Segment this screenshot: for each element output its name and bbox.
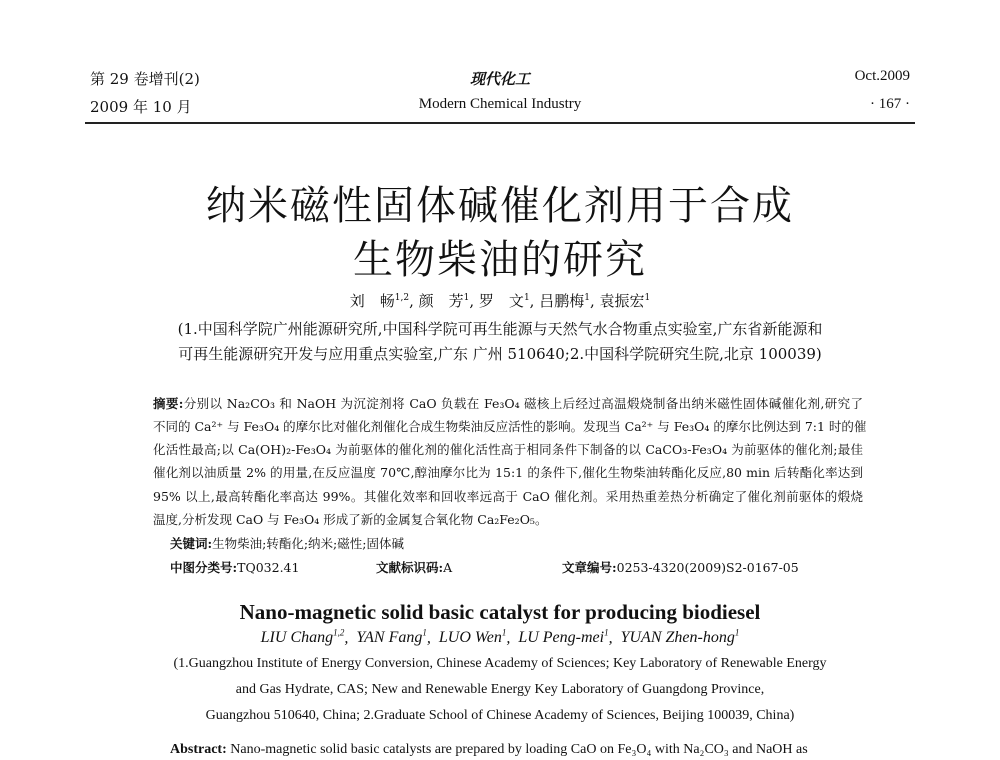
issue-date-en: Oct.2009 bbox=[854, 68, 910, 84]
volume-info: 第 29 卷增刊(2) bbox=[90, 70, 200, 88]
affiliation-cn-line-2: 可再生能源研究开发与应用重点实验室,广东 广州 510640;2.中国科学院研究生院,北京 100039) bbox=[178, 345, 822, 363]
authors-en: LIU Chang$^{1,2}$, YAN Fang$^1$, LUO Wen$^1$, LU Peng-mei$^1$, YUAN Zhen-hong$^1$ bbox=[260, 628, 740, 647]
author: 袁振宏$^1$ bbox=[599, 292, 651, 310]
author: 刘 畅$^{1,2}$ bbox=[349, 292, 410, 310]
classification-number: 中图分类号:TQ032.41 bbox=[170, 560, 300, 575]
authors-cn: 刘 畅$^{1,2}$, 颜 芳$^1$, 罗 文$^1$, 吕鹏梅$^1$, 袁振宏$^1$ bbox=[349, 292, 651, 310]
abstract-en: Abstract: Nano-magnetic solid basic catalysts are prepared by loading CaO on Fe₃O₄ with Na₂CO₃ and NaOH as bbox=[170, 742, 808, 757]
author: YAN Fang$^1$ bbox=[356, 628, 427, 647]
title-en: Nano-magnetic solid basic catalyst for producing biodiesel bbox=[239, 600, 761, 624]
keywords-cn: 关键词:生物柴油;转酯化;纳米;磁性;固体碱 bbox=[170, 536, 404, 551]
article-number: 文章编号:0253-4320(2009)S2-0167-05 bbox=[562, 560, 799, 575]
abstract-cn-line: 不同的 Ca²⁺ 与 Fe₃O₄ 的摩尔比对催化剂催化合成生物柴油反应活性的影响。发现当 Ca²⁺ 与 Fe₃O₄ 的摩尔比例达到 7:1 时的催 bbox=[153, 419, 867, 434]
abstract-cn-line: 化活性最高;以 Ca(OH)₂-Fe₃O₄ 为前驱体的催化剂的催化活性高于相同条件下制备的以 CaCO₃-Fe₃O₄ 为前驱体的催化剂;最佳 bbox=[153, 442, 863, 457]
header-rule bbox=[85, 122, 915, 124]
author: LU Peng-mei$^1$ bbox=[518, 628, 609, 647]
abstract-cn-line: 催化剂以油质量 2% 的用量,在反应温度 70℃,醇油摩尔比为 15:1 的条件下,催化生物柴油转酯化反应,80 min 后转酯化率达到 bbox=[153, 465, 863, 480]
issue-date-cn: 2009 年 10 月 bbox=[90, 98, 192, 116]
journal-name-en: Modern Chemical Industry bbox=[418, 96, 582, 112]
document-code: 文献标识码:A bbox=[376, 560, 453, 575]
abstract-cn-label: 摘要: bbox=[153, 396, 184, 411]
affiliation-en-line-3: Guangzhou 510640, China; 2.Graduate School of Chinese Academy of Sciences, Beijing 100039, China) bbox=[205, 708, 795, 723]
author: LUO Wen$^1$ bbox=[438, 628, 507, 647]
author: YUAN Zhen-hong$^1$ bbox=[620, 628, 740, 647]
abstract-en-label: Abstract: bbox=[170, 742, 227, 757]
affiliation-cn-line-1: (1.中国科学院广州能源研究所,中国科学院可再生能源与天然气水合物重点实验室,广东省新能源和 bbox=[177, 320, 823, 338]
abstract-cn-line: 温度,分析发现 CaO 与 Fe₃O₄ 形成了新的金属复合氧化物 Ca₂Fe₂O₅。 bbox=[153, 512, 548, 527]
journal-name-cn: 现代化工 bbox=[469, 70, 530, 88]
abstract-cn-line: 摘要:分别以 Na₂CO₃ 和 NaOH 为沉淀剂将 CaO 负载在 Fe₃O₄ 磁核上后经过高温煅烧制备出纳米磁性固体碱催化剂,研究了 bbox=[153, 396, 863, 411]
author: LIU Chang$^{1,2}$ bbox=[260, 628, 345, 647]
affiliation-en-line-1: (1.Guangzhou Institute of Energy Conversion, Chinese Academy of Sciences; Key Laboratory of Renewable Energy bbox=[173, 656, 827, 671]
author: 吕鹏梅$^1$ bbox=[539, 292, 590, 310]
abstract-cn-line: 95% 以上,最高转酯化率高达 99%。其催化效率和回收率远高于 CaO 催化剂。采用热重差热分析确定了催化剂前驱体的煅烧 bbox=[153, 489, 863, 504]
author: 颜 芳$^1$ bbox=[418, 292, 470, 310]
affiliation-en-line-2: and Gas Hydrate, CAS; New and Renewable Energy Key Laboratory of Guangdong Province, bbox=[235, 682, 765, 697]
page-number: · 167 · bbox=[870, 96, 910, 112]
title-cn-line-1: 纳米磁性固体碱催化剂用于合成 bbox=[206, 183, 794, 229]
title-cn-line-2: 生物柴油的研究 bbox=[353, 237, 647, 283]
author: 罗 文$^1$ bbox=[478, 292, 530, 310]
